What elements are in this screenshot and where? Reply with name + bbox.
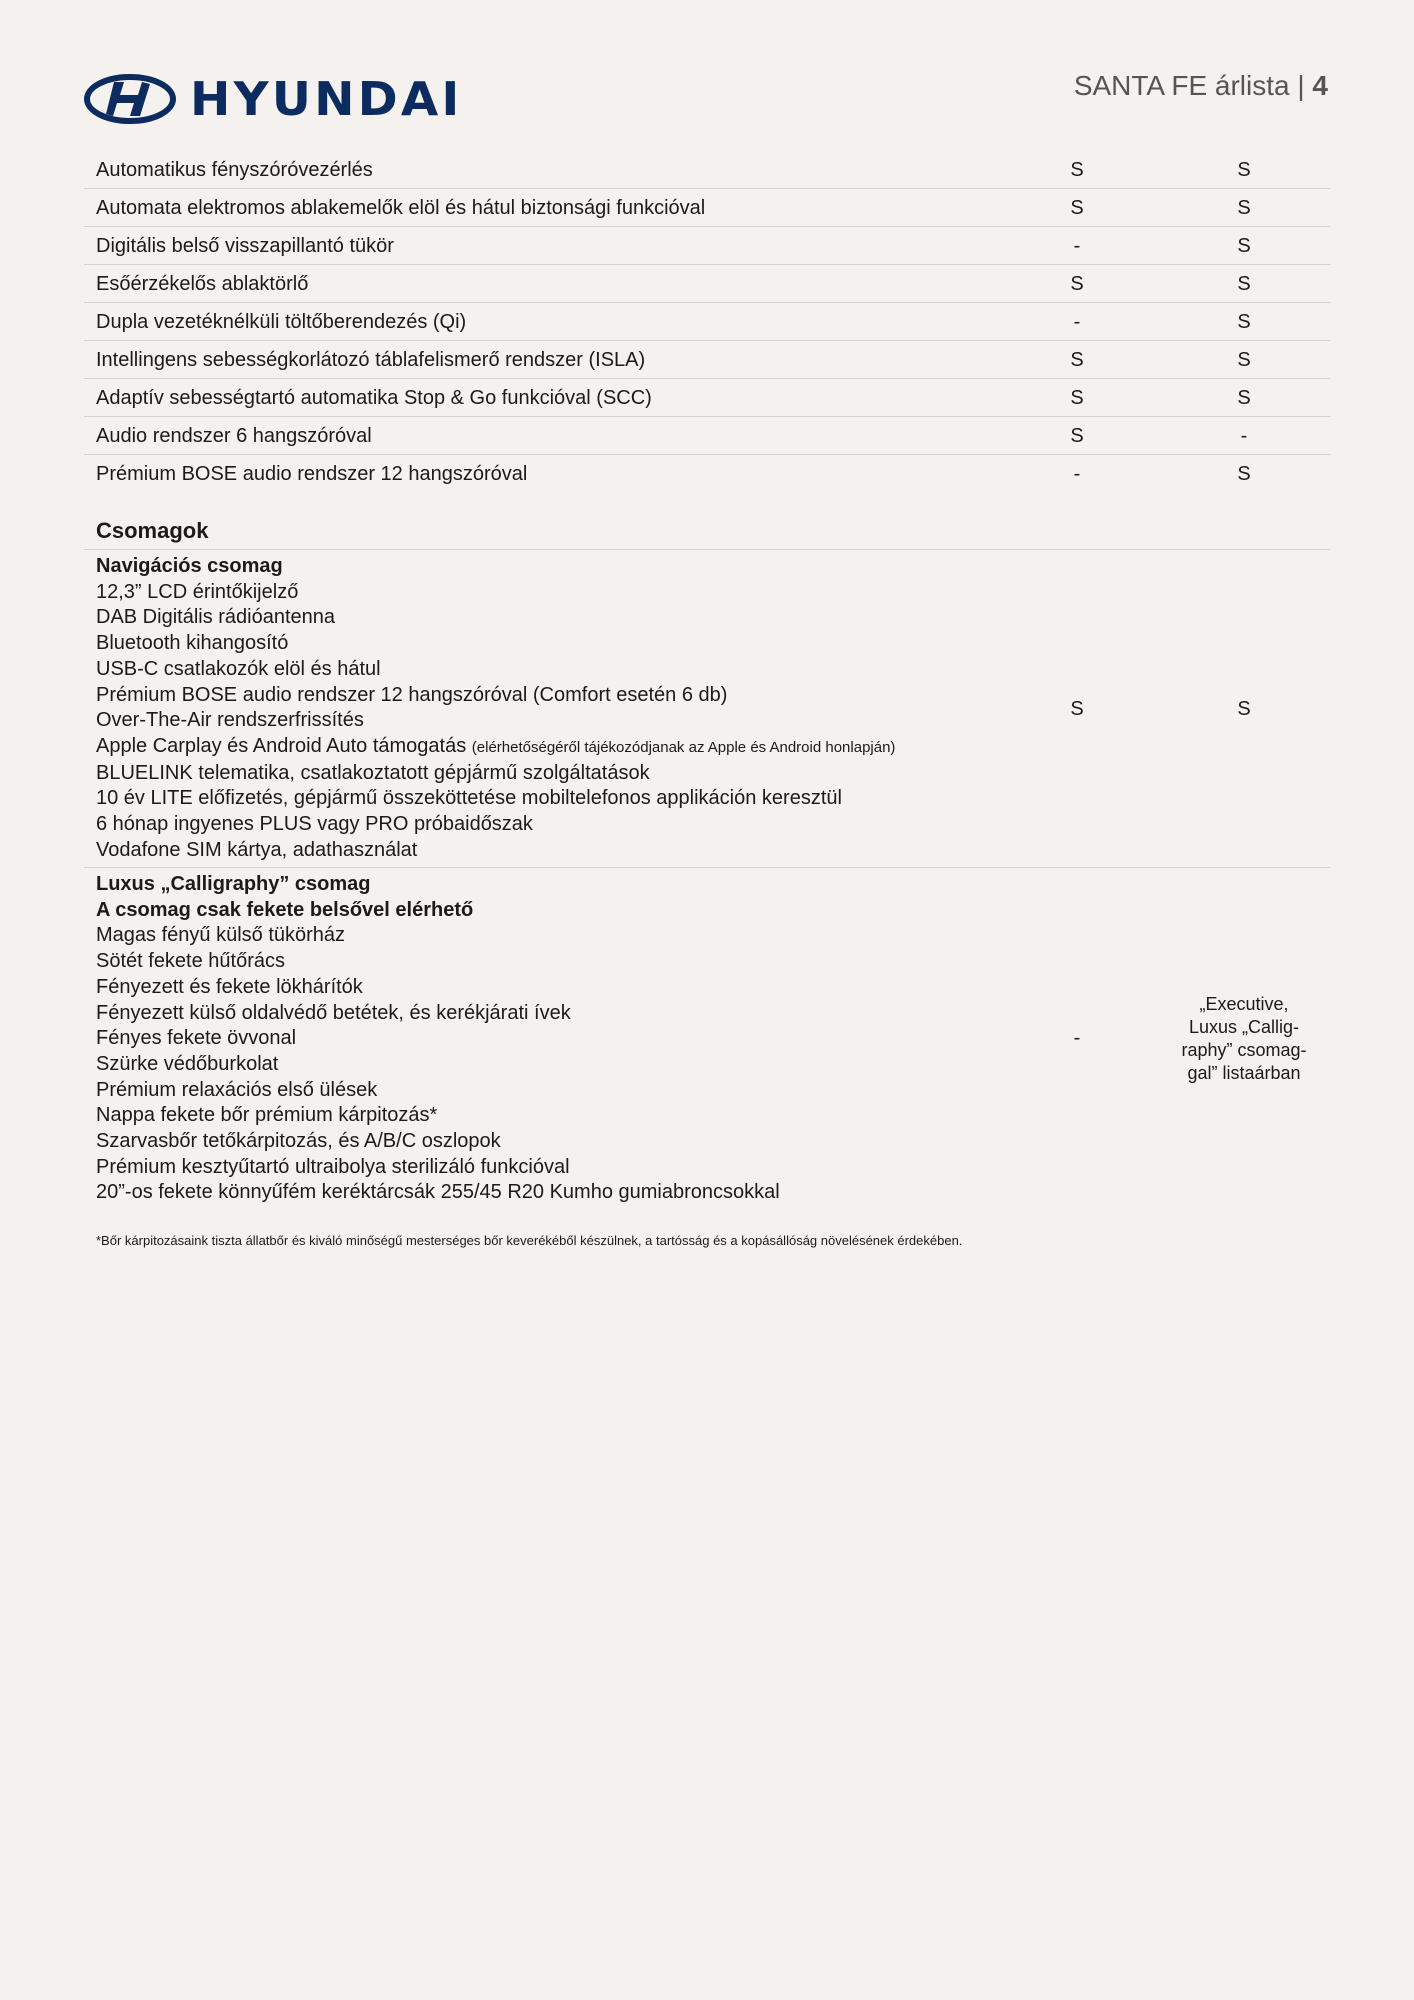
table-row [84,227,1330,265]
feature-value-2: S [1237,311,1251,333]
hyundai-emblem-icon [84,74,176,124]
package-item: Prémium kesztyűtartó ultraibolya sterilizáló funkcióval [96,1155,570,1178]
brand-wordmark: HYUNDAI [190,72,463,126]
table-row [84,303,1330,341]
feature-value-2: S [1237,159,1251,181]
package-value-1: S [1070,698,1084,720]
table-row [84,417,1330,455]
package-calligraphy [84,872,1330,1206]
package-item [96,734,1330,761]
note-line: „Executive, [1199,994,1289,1014]
note-line: raphy” csomag- [1181,1040,1307,1060]
feature-label: Prémium BOSE audio rendszer 12 hangszóróval [96,463,528,485]
note-line: Luxus „Callig- [1188,1017,1300,1037]
feature-label: Adaptív sebességtartó automatika Stop & Go funkcióval (SCC) [96,387,652,409]
feature-value-1: S [1070,349,1084,371]
package-item: DAB Digitális rádióantenna [96,606,336,629]
package-navigation [84,554,1330,863]
table-row [84,189,1330,227]
package-item: 20”-os fekete könnyűfém keréktárcsák 255/45 R20 Kumho gumiabroncsokkal [96,1181,780,1204]
feature-table [84,151,1330,492]
package-item: 6 hónap ingyenes PLUS vagy PRO próbaidőszak [96,813,533,836]
feature-value-1: S [1070,425,1084,447]
feature-value-2: S [1237,463,1251,485]
feature-value-1: - [1073,311,1081,333]
package-item: Prémium BOSE audio rendszer 12 hangszóróval (Comfort esetén 6 db) [96,683,728,706]
feature-label: Digitális belső visszapillantó tükör [96,235,394,257]
package-item: Vodafone SIM kártya, adathasználat [96,838,418,861]
feature-value-2: - [1240,425,1248,447]
package-item: 10 év LITE előfizetés, gépjármű összeköttetése mobiltelefonos applikáción keresztül [96,787,842,810]
feature-value-1: - [1073,235,1081,257]
package-item: Nappa fekete bőr prémium kárpitozás* [96,1104,438,1127]
table-row [84,265,1330,303]
package-title: Navigációs csomag [96,555,283,577]
section-heading: Csomagok [96,518,209,543]
document-title: SANTA FE árlista | [1073,70,1305,101]
feature-value-1: - [1073,463,1081,485]
package-value-2-note [1158,993,1330,1085]
feature-value-1: S [1070,159,1084,181]
package-item: Fényezett és fekete lökhárítók [96,975,363,998]
package-value-1: - [1073,1027,1081,1049]
table-row [84,151,1330,189]
note-line: gal” listaárban [1187,1063,1301,1083]
package-subtitle: A csomag csak fekete belsővel elérhető [96,898,474,921]
package-item: Szürke védőburkolat [96,1052,279,1075]
feature-value-1: S [1070,197,1084,219]
page-number: 4 [1312,70,1328,101]
package-item: Over-The-Air rendszerfrissítés [96,709,364,732]
divider [84,549,1330,550]
divider [84,867,1330,868]
page-title [1074,70,1328,102]
package-item: Sötét fekete hűtőrács [96,950,286,973]
package-item: Fényezett külső oldalvédő betétek, és kerékjárati ívek [96,1001,571,1024]
hyundai-logo [84,72,463,126]
package-item: Bluetooth kihangosító [96,632,289,655]
package-value-2: S [1237,698,1251,720]
feature-value-2: S [1237,387,1251,409]
footnote: *Bőr kárpitozásaink tiszta állatbőr és kiváló minőségű mesterséges bőr keverékéből készülnek, a tartósság és a kopásállóság növelésének érdekében. [96,1233,963,1248]
package-item: Szarvasbőr tetőkárpitozás, és A/B/C oszlopok [96,1130,501,1153]
package-item: Magas fényű külső tükörház [96,924,346,947]
table-row [84,455,1330,492]
feature-value-2: S [1237,235,1251,257]
package-title: Luxus „Calligraphy” csomag [96,873,371,895]
feature-value-1: S [1070,273,1084,295]
feature-label: Intellingens sebességkorlátozó táblafelismerő rendszer (ISLA) [96,349,646,371]
package-item: 12,3” LCD érintőkijelző [96,580,299,603]
feature-label: Automata elektromos ablakemelők elöl és hátul biztonsági funkcióval [96,197,706,219]
package-item-text: Apple Carplay és Android Auto támogatás [96,734,467,757]
feature-label: Automatikus fényszóróvezérlés [96,159,373,181]
table-row [84,341,1330,379]
feature-value-2: S [1237,349,1251,371]
feature-value-2: S [1237,273,1251,295]
package-item: Prémium relaxációs első ülések [96,1078,378,1101]
package-item: USB-C csatlakozók elöl és hátul [96,657,381,680]
package-item-note: (elérhetőségéről tájékozódjanak az Apple és Android honlapján) [471,738,896,756]
package-item: BLUELINK telematika, csatlakoztatott gépjármű szolgáltatások [96,761,650,784]
feature-value-1: S [1070,387,1084,409]
feature-label: Dupla vezetéknélküli töltőberendezés (Qi) [96,311,467,333]
package-item: Fényes fekete övvonal [96,1027,297,1050]
feature-label: Audio rendszer 6 hangszóróval [96,425,372,447]
feature-label: Esőérzékelős ablaktörlő [96,273,309,295]
table-row [84,379,1330,417]
feature-value-2: S [1237,197,1251,219]
